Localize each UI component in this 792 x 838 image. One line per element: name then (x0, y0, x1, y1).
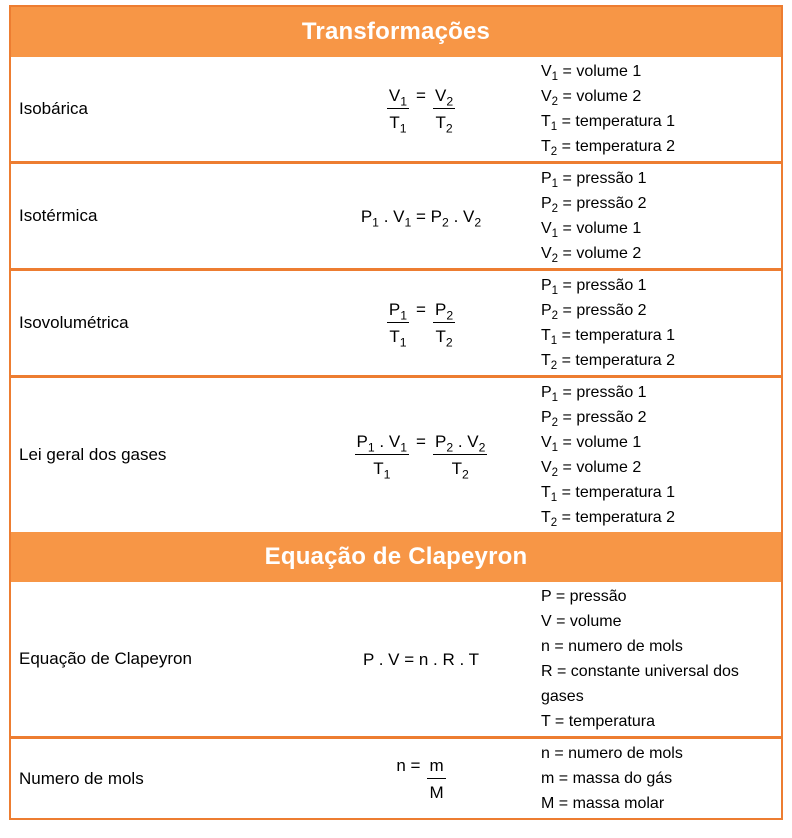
table-row-equacao-de-clapeyron (11, 582, 781, 736)
row-legend (541, 741, 781, 816)
legend-line: $P_2$ = pressão 2 (541, 409, 647, 430)
legend-line: P = pressão (541, 588, 627, 605)
row-name: Numero de mols (19, 768, 144, 788)
fraction-denominator: $T_2$ (435, 113, 453, 136)
table-row-isotermica (11, 161, 781, 268)
fraction-denominator: $T_1$ (373, 459, 391, 482)
legend-line: $P_1$ = pressão 1 (541, 384, 647, 405)
row-name: Equação de Clapeyron (19, 649, 192, 668)
fraction-numerator: m (427, 754, 445, 779)
row-formula (301, 380, 541, 530)
legend-line: $V_1$ = volume 1 (541, 63, 642, 84)
legend-line: $T_1$ = temperatura 1 (541, 113, 676, 134)
table-row-lei-geral-dos-gases (11, 375, 781, 532)
fraction (387, 84, 409, 134)
fraction-denominator: $T_1$ (389, 113, 407, 136)
fraction-numerator: $V_2$ (434, 86, 454, 109)
legend-line: $V_2$ = volume 2 (541, 245, 642, 266)
legend-line: $T_1$ = temperatura 1 (541, 327, 676, 348)
formula-expression (361, 205, 481, 228)
legend-line: R = constante universal dos gases (541, 663, 739, 705)
fraction-numerator: $P_2$ (434, 300, 454, 323)
legend-line: $P_1$ = pressão 1 (541, 277, 647, 298)
row-legend (541, 166, 781, 266)
row-legend (541, 584, 781, 734)
legend-line: $P_2$ = pressão 2 (541, 302, 647, 323)
row-formula (301, 166, 541, 266)
formula-text: $P_1$ . $V_1 = P_2$ . $V_2$ (360, 206, 482, 229)
fraction-numerator: $P_1$ (388, 300, 408, 323)
legend-line: $T_2$ = temperatura 2 (541, 138, 676, 159)
fraction-denominator: $T_2$ (451, 459, 469, 482)
fraction (355, 430, 409, 480)
fraction (433, 298, 455, 348)
section-header-equacao-de-clapeyron (11, 532, 781, 582)
legend-line: T = temperatura (541, 713, 655, 730)
gas-laws-table (9, 5, 783, 820)
table-row-isovolumetrica (11, 268, 781, 375)
fraction-denominator: $T_2$ (435, 327, 453, 350)
formula-expression (387, 298, 455, 348)
legend-line: $V_2$ = volume 2 (541, 459, 642, 480)
fraction (427, 754, 445, 804)
legend-line: M = massa molar (541, 795, 665, 812)
row-formula (301, 273, 541, 373)
row-name: Isovolumétrica (19, 313, 129, 332)
formula-text: n = (396, 755, 421, 775)
formula-text: = (416, 86, 426, 105)
fraction-numerator: $P_2$ . $V_2$ (434, 432, 486, 455)
formula-expression (396, 754, 445, 804)
fraction-denominator: M (429, 782, 444, 802)
formula-expression (355, 430, 488, 480)
table-row-numero-de-mols (11, 736, 781, 818)
formula-expression (387, 84, 455, 134)
legend-line: $V_1$ = volume 1 (541, 434, 642, 455)
section-title: Transformações (301, 18, 491, 45)
legend-line: V = volume (541, 613, 622, 630)
legend-line: $P_1$ = pressão 1 (541, 170, 647, 191)
row-formula (301, 59, 541, 159)
fraction-numerator: $P_1$ . $V_1$ (356, 432, 408, 455)
fraction (433, 84, 455, 134)
legend-line: $T_2$ = temperatura 2 (541, 509, 676, 530)
row-name: Isobárica (19, 99, 88, 118)
formula-text: = (416, 300, 426, 319)
legend-line: $V_1$ = volume 1 (541, 220, 642, 241)
fraction (433, 430, 487, 480)
legend-line: m = massa do gás (541, 770, 673, 787)
formula-text: = (416, 432, 426, 451)
row-formula (301, 584, 541, 734)
row-legend (541, 273, 781, 373)
row-name: Isotérmica (19, 206, 98, 225)
fraction-numerator: $V_1$ (388, 86, 408, 109)
row-name: Lei geral dos gases (19, 445, 167, 464)
formula-text: P . V = n . R . T (362, 649, 480, 669)
legend-line: $V_2$ = volume 2 (541, 88, 642, 109)
fraction (387, 298, 409, 348)
row-legend (541, 59, 781, 159)
legend-line: $P_2$ = pressão 2 (541, 195, 647, 216)
section-header-transformacoes (11, 7, 781, 57)
legend-line: $T_2$ = temperatura 2 (541, 352, 676, 373)
legend-line: n = numero de mols (541, 638, 683, 655)
table-row-isobarica (11, 57, 781, 161)
legend-line: $T_1$ = temperatura 1 (541, 484, 676, 505)
section-title: Equação de Clapeyron (264, 543, 528, 570)
row-legend (541, 380, 781, 530)
row-formula (301, 741, 541, 816)
formula-expression (363, 648, 479, 671)
fraction-denominator: $T_1$ (389, 327, 407, 350)
legend-line: n = numero de mols (541, 745, 683, 762)
